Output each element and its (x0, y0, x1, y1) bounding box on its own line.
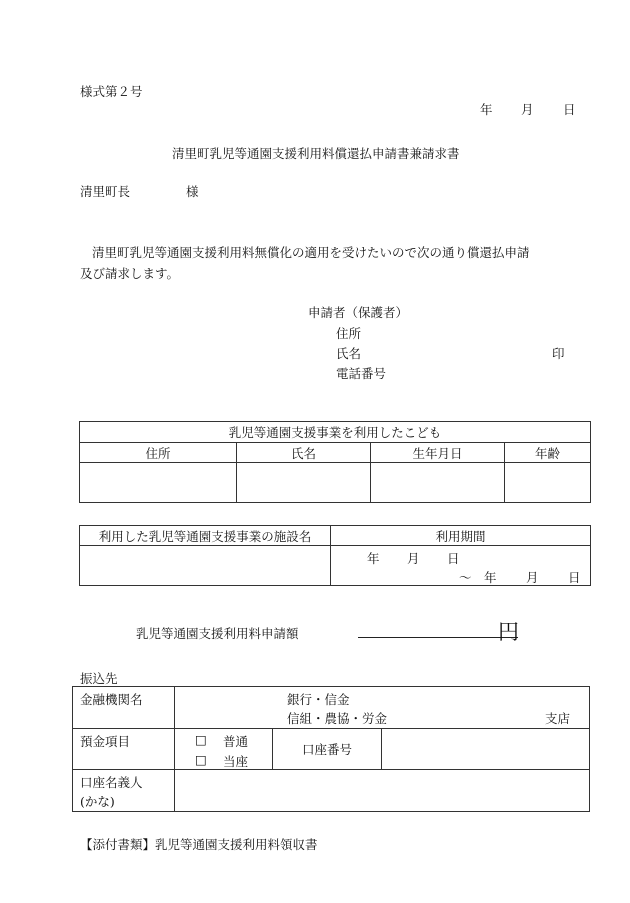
body-text-line1: 清里町乳児等通園支援利用料無償化の適用を受けたいので次の通り償還払申請 (92, 245, 530, 260)
period-to-month: 月 (526, 570, 539, 585)
deposit-label: 預金項目 (80, 734, 131, 749)
period-from-day: 日 (447, 551, 460, 566)
document-title: 清里町乳児等通園支援利用料償還払申請書兼請求書 (172, 146, 460, 161)
holder-label-cell (73, 770, 175, 812)
seal-mark: 印 (552, 346, 565, 361)
period-tilde: ～ (459, 570, 472, 585)
applicant-phone-label: 電話番号 (336, 366, 387, 381)
attachments-note: 【添付書類】乳児等通園支援利用料領収書 (80, 837, 318, 852)
period-from-year: 年 (367, 551, 380, 566)
current-label: 当座 (223, 754, 249, 769)
bank-value-cell[interactable] (175, 687, 590, 729)
facility-name-cell[interactable] (80, 546, 331, 586)
facility-table (79, 525, 591, 586)
addressee-name: 清里町長 (80, 184, 131, 199)
form-number: 様式第２号 (80, 84, 143, 99)
child-header-name: 氏名 (237, 443, 371, 463)
account-number-cell[interactable] (382, 729, 590, 770)
current-checkbox[interactable]: □ (195, 752, 207, 767)
holder-label: 口座名義人 (80, 775, 143, 790)
ordinary-label: 普通 (223, 734, 249, 749)
child-header-address: 住所 (80, 443, 237, 463)
child-birthdate-cell[interactable] (371, 463, 505, 503)
bank-label-cell (73, 687, 175, 729)
ordinary-checkbox[interactable]: □ (195, 732, 207, 747)
amount-label: 乳児等通園支援利用料申請額 (136, 626, 299, 641)
date-year: 年 (480, 102, 493, 117)
yen-unit: 円 (498, 620, 519, 644)
applicant-heading: 申請者（保護者） (308, 305, 409, 320)
addressee-honorific: 様 (186, 184, 199, 199)
child-header-age: 年齢 (505, 443, 591, 463)
period-to-year: 年 (484, 570, 497, 585)
deposit-options-cell (175, 729, 273, 770)
date-day: 日 (563, 102, 576, 117)
child-address-cell[interactable] (80, 463, 237, 503)
child-table (79, 421, 591, 503)
account-number-label: 口座番号 (273, 729, 382, 770)
holder-kana-label: (かな) (80, 794, 115, 809)
date-month: 月 (521, 102, 534, 117)
bank-label: 金融機関名 (80, 692, 143, 707)
facility-name-header: 利用した乳児等通園支援事業の施設名 (80, 526, 331, 546)
bank-types-line1: 銀行・信金 (287, 692, 350, 707)
deposit-label-cell (73, 729, 175, 770)
usage-period-header: 利用期間 (331, 526, 591, 546)
child-age-cell[interactable] (505, 463, 591, 503)
branch-label: 支店 (545, 711, 571, 726)
body-text-line2: 及び請求します。 (80, 266, 180, 281)
usage-period-cell[interactable] (331, 546, 591, 586)
applicant-address-label: 住所 (336, 326, 362, 341)
child-table-caption: 乳児等通園支援事業を利用したこども (80, 422, 591, 443)
child-name-cell[interactable] (237, 463, 371, 503)
holder-value-cell[interactable] (175, 770, 590, 812)
period-from-month: 月 (407, 551, 420, 566)
applicant-name-label: 氏名 (336, 346, 362, 361)
transfer-table (72, 686, 590, 812)
period-to-day: 日 (568, 570, 581, 585)
amount-input-line[interactable] (358, 637, 518, 638)
child-header-birthdate: 生年月日 (371, 443, 505, 463)
transfer-heading: 振込先 (80, 671, 118, 686)
bank-types-line2: 信組・農協・労金 (287, 711, 388, 726)
